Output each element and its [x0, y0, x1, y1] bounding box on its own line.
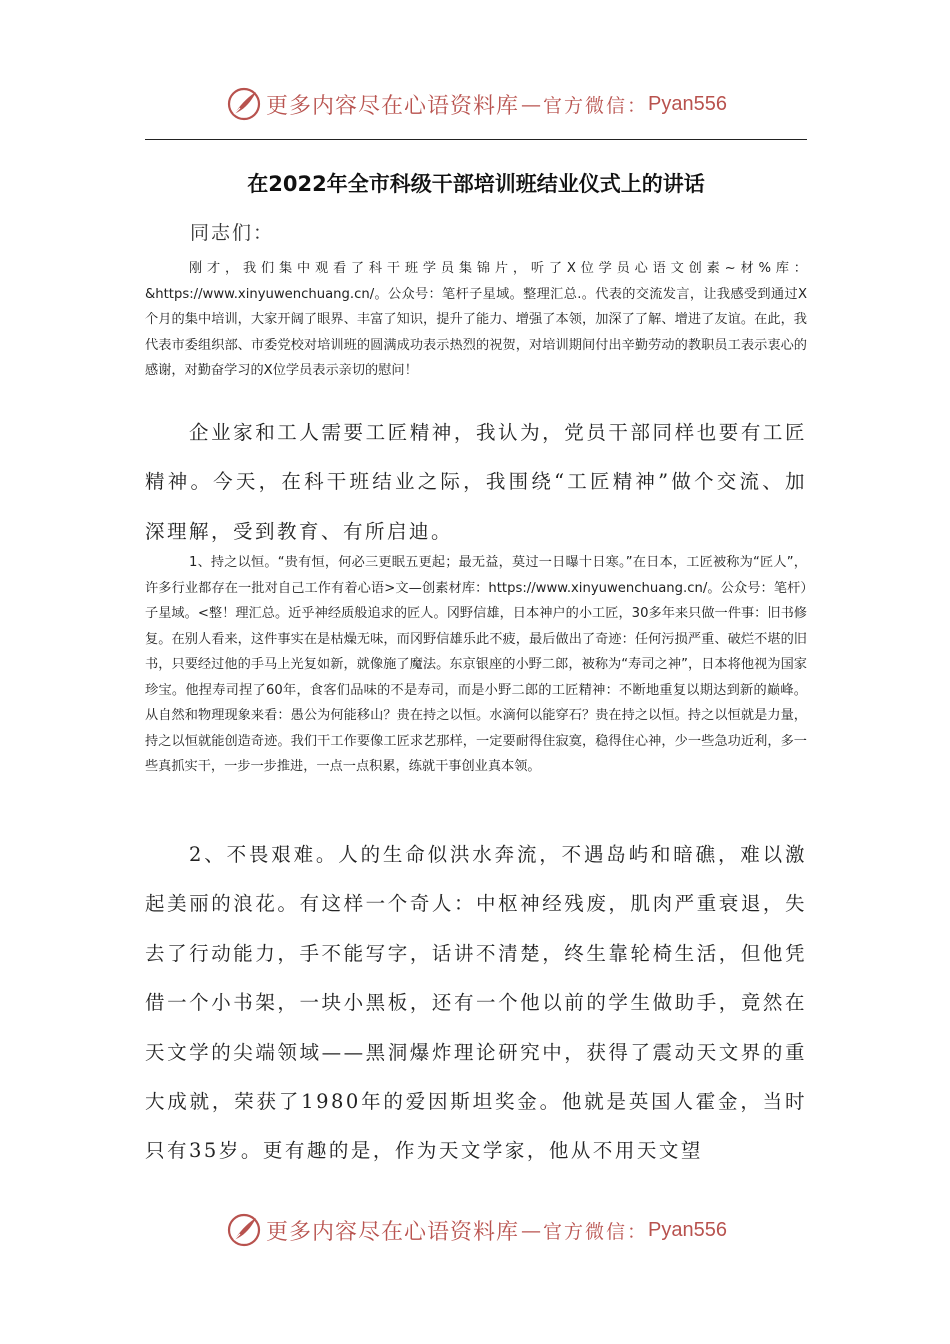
paragraph-point-2: 2、不畏艰难。人的生命似洪水奔流，不遇岛屿和暗礁，难以激起美丽的浪花。有这样一个奇人：中枢神经残废，肌肉严重衰退，失去了行动能力，手不能写字，话讲不清楚，终生靠轮椅生活，但他凭借一个小书架，一块小黑板，还有一个他以前的学生做助手，竟然在天文学的尖端领域——黑洞爆炸理论研究中，获得了震动天文界的重大成就，荣获了1980年的爱因斯坦奖金。他就是英国人霍金，当时只有35岁。更有趣的是，作为天文学家，他从不用天文望 [145, 843, 807, 1163]
document-title: 在2022年全市科级干部培训班结业仪式上的讲话 [247, 172, 705, 196]
paragraph-opening: 刚才，我们集中观看了科干班学员集锦片，听了X位学员心语文创素~材%库：&https://www.xinyuwenchuang.cn/。公众号：笔杆子星域。整理汇总.。代表的交流发言，让我感受到通过X个月的集中培训，大家开阔了眼界、丰富了知识，提升了能力、增强了本领，加深了了解、增进了友谊。在此，我代表市委组织部、市委党校对培训班的圆满成功表示热烈的祝贺，对培训期间付出辛勤劳动的教职员工表示衷心的感谢，对勤奋学习的X位学员表示亲切的慰问！ [145, 261, 807, 378]
banner-brand-text: 更多内容尽在心语资料库 [266, 93, 520, 119]
banner-wechat-label: 官方微信： [543, 1220, 649, 1243]
banner-separator: — [521, 92, 542, 116]
banner-wechat-label: 官方微信： [543, 94, 649, 117]
footer-banner [226, 1210, 746, 1250]
banner-wechat-id: Pyan556 [648, 1218, 727, 1241]
header-banner [226, 84, 746, 124]
paragraph-intro: 企业家和工人需要工匠精神，我认为，党员干部同样也要有工匠精神。今天，在科干班结业之际，我围绕“工匠精神”做个交流、加深理解，受到教育、有所启迪。 [145, 421, 807, 543]
paragraph-point-1: 1、持之以恒。“贵有恒，何必三更眠五更起；最无益，莫过一日曝十日寒。”在日本，工匠被称为“匠人”，许多行业都存在一批对自己工作有着心语>文—创素材库：https://www.xinyuwenchuang.cn/。公众号：笔杆）子星域。<整！理汇总。近乎神经质般追求的匠人。冈野信雄，日本神户的小工匠，30多年来只做一件事：旧书修复。在别人看来，这件事实在是枯燥无味，而冈野信雄乐此不疲，最后做出了奇迹：任何污损严重、破烂不堪的旧书，只要经过他的手马上光复如新，就像施了魔法。东京银座的小野二郎，被称为“寿司之神”，日本将他视为国家珍宝。他捏寿司捏了60年，食客们品味的不是寿司，而是小野二郎的工匠精神：不断地重复以期达到新的巅峰。从自然和物理现象来看：愚公为何能移山？贵在持之以恒。水滴何以能穿石？贵在持之以恒。持之以恒就是力量，持之以恒就能创造奇迹。我们干工作要像工匠求艺那样，一定要耐得住寂寞，稳得住心神，少一些急功近利，多一些真抓实干，一步一步推进，一点一点积累，练就干事创业真本领。 [145, 555, 807, 774]
salutation: 同志们： [190, 222, 275, 244]
banner-brand-text: 更多内容尽在心语资料库 [266, 1219, 520, 1245]
quill-logo-icon [226, 86, 262, 122]
banner-wechat-id: Pyan556 [648, 92, 727, 115]
header-divider [145, 139, 807, 140]
quill-logo-icon [226, 1212, 262, 1248]
banner-separator: — [521, 1218, 542, 1242]
